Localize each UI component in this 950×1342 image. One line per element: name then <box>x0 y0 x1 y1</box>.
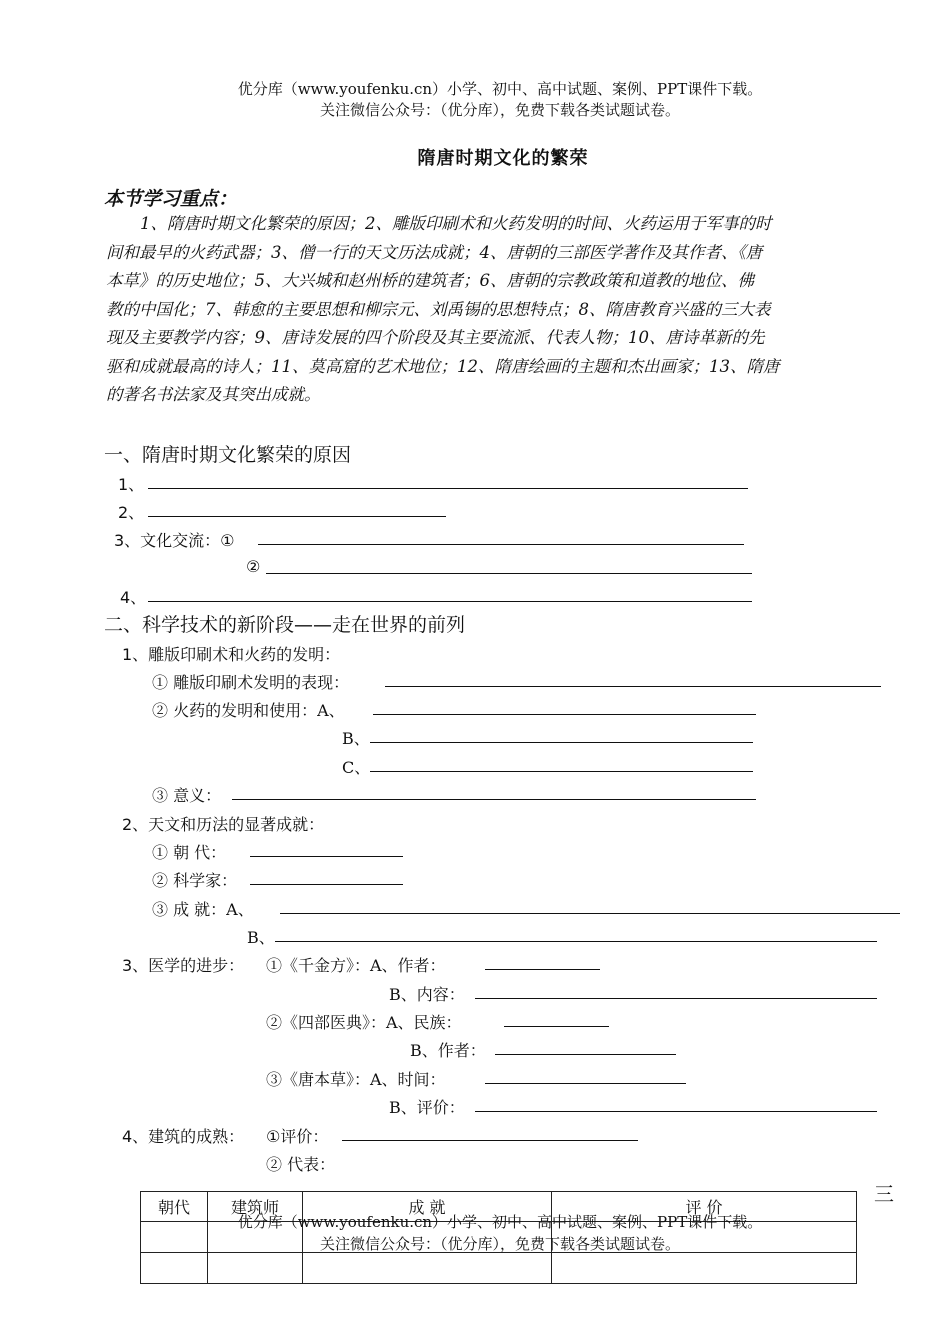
s1-item-1-label: 1、 <box>118 475 145 494</box>
gunpowder-c-blank[interactable] <box>370 755 753 772</box>
key-points-line: 教的中国化；7、韩愈的主要思想和柳宗元、刘禹锡的思想特点；8、隋唐教育兴盛的三大表 <box>106 299 771 319</box>
s1-item-4-label: 4、 <box>120 588 147 607</box>
key-points-line: 的著名书法家及其突出成就。 <box>106 385 321 404</box>
s1-item-2-label: 2、 <box>118 503 145 522</box>
scientist-label: ② 科学家： <box>152 871 238 890</box>
dynasty-blank[interactable] <box>250 840 403 857</box>
sibuyidian-ethnic-label: ②《四部医典》：A、民族： <box>266 1013 462 1032</box>
key-points-line: 现及主要教学内容；9、唐诗发展的四个阶段及其主要流派、代表人物；10、唐诗革新的先 <box>106 328 765 347</box>
key-points-heading: 本节学习重点： <box>104 188 238 210</box>
achievement-a-blank[interactable] <box>280 897 900 914</box>
table-cell[interactable] <box>208 1253 303 1284</box>
s1-item-2-blank[interactable] <box>148 500 446 517</box>
qianjinfang-author-label: ①《千金方》：A、作者： <box>266 956 446 975</box>
table-header-achievement: 成 就 <box>303 1192 552 1222</box>
table-cell[interactable] <box>141 1253 208 1284</box>
tangbencao-time-label: ③《唐本草》：A、时间： <box>266 1070 446 1089</box>
s2-sub-3-heading: 3、医学的进步： <box>122 956 245 975</box>
s1-item-3-label: 3、文化交流：① <box>114 531 235 550</box>
table-cell[interactable] <box>303 1253 552 1284</box>
achievement-a-label: ③ 成 就：A、 <box>152 900 254 919</box>
gunpowder-a-blank[interactable] <box>373 698 756 715</box>
page-marker: 三 <box>874 1182 894 1206</box>
s1-item-3-blank-1[interactable] <box>258 528 744 545</box>
sibuyidian-author-label: B、作者： <box>410 1041 486 1060</box>
qianjinfang-author-blank[interactable] <box>485 953 600 970</box>
architecture-eval-blank[interactable] <box>342 1124 638 1141</box>
key-points-paragraph <box>106 210 878 410</box>
dynasty-label: ① 朝 代： <box>152 843 227 862</box>
key-points-line: 驱和成就最高的诗人；11、莫高窟的艺术地位；12、隋唐绘画的主题和杰出画家；13、隋唐 <box>106 356 780 376</box>
table-cell[interactable] <box>552 1253 857 1284</box>
key-points-line: 1、隋唐时期文化繁荣的原因；2、雕版印刷术和火药发明的时间、火药运用于军事的时 <box>140 214 772 233</box>
architecture-eval-label: ①评价： <box>266 1127 329 1146</box>
sibuyidian-author-blank[interactable] <box>495 1038 676 1055</box>
key-points-line: 本草》的历史地位；5、大兴城和赵州桥的建筑者；6、唐朝的宗教政策和道教的地位、佛 <box>106 271 754 290</box>
gunpowder-a-label: ② 火药的发明和使用：A、 <box>152 701 345 720</box>
table-row <box>141 1253 857 1284</box>
header-line-1: 优分库（www.youfenku.cn）小学、初中、高中试题、案例、PPT课件下载。 <box>237 80 763 98</box>
scientist-blank[interactable] <box>250 868 403 885</box>
qianjinfang-content-blank[interactable] <box>475 982 877 999</box>
table-header-dynasty: 朝代 <box>141 1192 208 1222</box>
achievement-b-blank[interactable] <box>275 925 877 942</box>
gunpowder-b-blank[interactable] <box>370 726 753 743</box>
section-2-heading: 二、科学技术的新阶段——走在世界的前列 <box>104 614 466 636</box>
table-header-evaluation: 评 价 <box>552 1192 857 1222</box>
gunpowder-b-label: B、 <box>342 729 370 748</box>
s1-item-3-blank-2[interactable] <box>266 557 752 574</box>
s2-sub-2-heading: 2、天文和历法的显著成就： <box>122 815 325 834</box>
printing-blank[interactable] <box>385 670 881 687</box>
gunpowder-c-label: C、 <box>342 758 371 777</box>
key-points-line: 间和最早的火药武器；3、僧一行的天文历法成就；4、唐朝的三部医学著作及其作者、《唐 <box>106 242 763 262</box>
significance-label: ③ 意义： <box>152 786 222 805</box>
tangbencao-eval-blank[interactable] <box>475 1095 877 1112</box>
tangbencao-time-blank[interactable] <box>485 1067 686 1084</box>
s2-sub-1-heading: 1、雕版印刷术和火药的发明： <box>122 645 341 664</box>
footer-line-1: 优分库（www.youfenku.cn）小学、初中、高中试题、案例、PPT课件下载。 <box>237 1213 763 1231</box>
tangbencao-eval-label: B、评价： <box>389 1098 465 1117</box>
page-title: 隋唐时期文化的繁荣 <box>417 148 589 169</box>
s1-item-4-blank[interactable] <box>148 585 752 602</box>
footer-line-2: 关注微信公众号：（优分库），免费下载各类试题试卷。 <box>319 1235 680 1253</box>
table-header-architect: 建筑师 <box>208 1192 303 1222</box>
s1-item-3b-label: ② <box>246 557 261 576</box>
s1-item-1-blank[interactable] <box>148 472 748 489</box>
architecture-rep-label: ② 代表： <box>266 1155 336 1174</box>
s2-sub-4-heading: 4、建筑的成熟： <box>122 1127 245 1146</box>
significance-blank[interactable] <box>232 783 756 800</box>
qianjinfang-content-label: B、内容： <box>389 985 465 1004</box>
section-1-heading: 一、隋唐时期文化繁荣的原因 <box>104 444 352 466</box>
sibuyidian-ethnic-blank[interactable] <box>504 1010 609 1027</box>
header-line-2: 关注微信公众号：（优分库），免费下载各类试题试卷。 <box>319 101 680 119</box>
printing-label: ① 雕版印刷术发明的表现： <box>152 673 350 692</box>
achievement-b-label: B、 <box>247 928 275 947</box>
